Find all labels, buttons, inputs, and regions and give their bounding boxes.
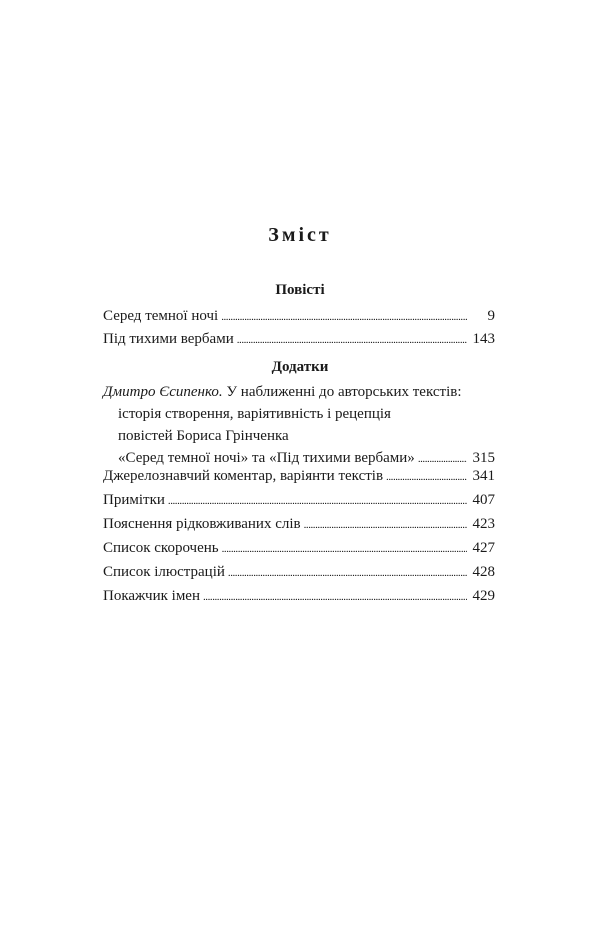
leader-dots [222, 538, 467, 560]
toc-entry-page: 341 [472, 468, 495, 484]
toc-entry-page: 9 [487, 308, 495, 324]
toc-entry-page: 423 [472, 516, 495, 532]
section-heading-povisti: Повісті [275, 282, 325, 298]
toc-entry-page: 427 [472, 540, 495, 556]
leader-dots [168, 490, 467, 512]
toc-entry[interactable] [103, 537, 495, 560]
leader-dots [221, 306, 467, 328]
toc-entry[interactable] [103, 305, 495, 328]
toc-entry-line [103, 381, 495, 403]
toc-entry-title: Джерелознавчий коментар, варіянти текстів [103, 468, 384, 484]
toc-entry-line: повістей Бориса Грінченка [118, 428, 289, 444]
toc-entry-title: Покажчик імен [103, 588, 200, 604]
toc-entry-author: Дмитро Єсипенко. [103, 384, 223, 400]
toc-entry-page: 143 [472, 331, 495, 347]
toc-entry[interactable] [103, 465, 495, 488]
toc-entry-title: «Серед темної ночі» та «Під тихими вербами» [118, 450, 415, 466]
toc-entry-page: 428 [472, 564, 495, 580]
toc-entry-page: 407 [472, 492, 495, 508]
section-heading-dodatky: Додатки [271, 359, 329, 375]
toc-entry-title: У наближенні до авторських текстів: [226, 384, 462, 400]
toc-entry-title: Серед темної ночі [103, 308, 219, 324]
toc-entry[interactable] [103, 513, 495, 536]
leader-dots [237, 329, 467, 351]
toc-entry[interactable] [103, 489, 495, 512]
toc-entry-title: Примітки [103, 492, 165, 508]
toc-entry[interactable] [103, 328, 495, 351]
toc-entry-title: Під тихими вербами [103, 331, 234, 347]
leader-dots [386, 466, 467, 488]
toc-entry[interactable] [103, 381, 495, 470]
toc-entry-line: історія створення, варіятивність і рецепція [118, 406, 391, 422]
toc-entry[interactable] [103, 585, 495, 608]
toc-entry-title: Список ілюстрацій [103, 564, 225, 580]
page-title: Зміст [268, 224, 332, 246]
toc-entry-page: 315 [472, 450, 495, 466]
toc-entry-page: 429 [472, 588, 495, 604]
leader-dots [304, 514, 467, 536]
leader-dots [228, 562, 467, 584]
leader-dots [203, 586, 467, 608]
toc-entry[interactable] [103, 561, 495, 584]
toc-entry-title: Список скорочень [103, 540, 219, 556]
toc-entry-title: Пояснення рідковживаних слів [103, 516, 301, 532]
